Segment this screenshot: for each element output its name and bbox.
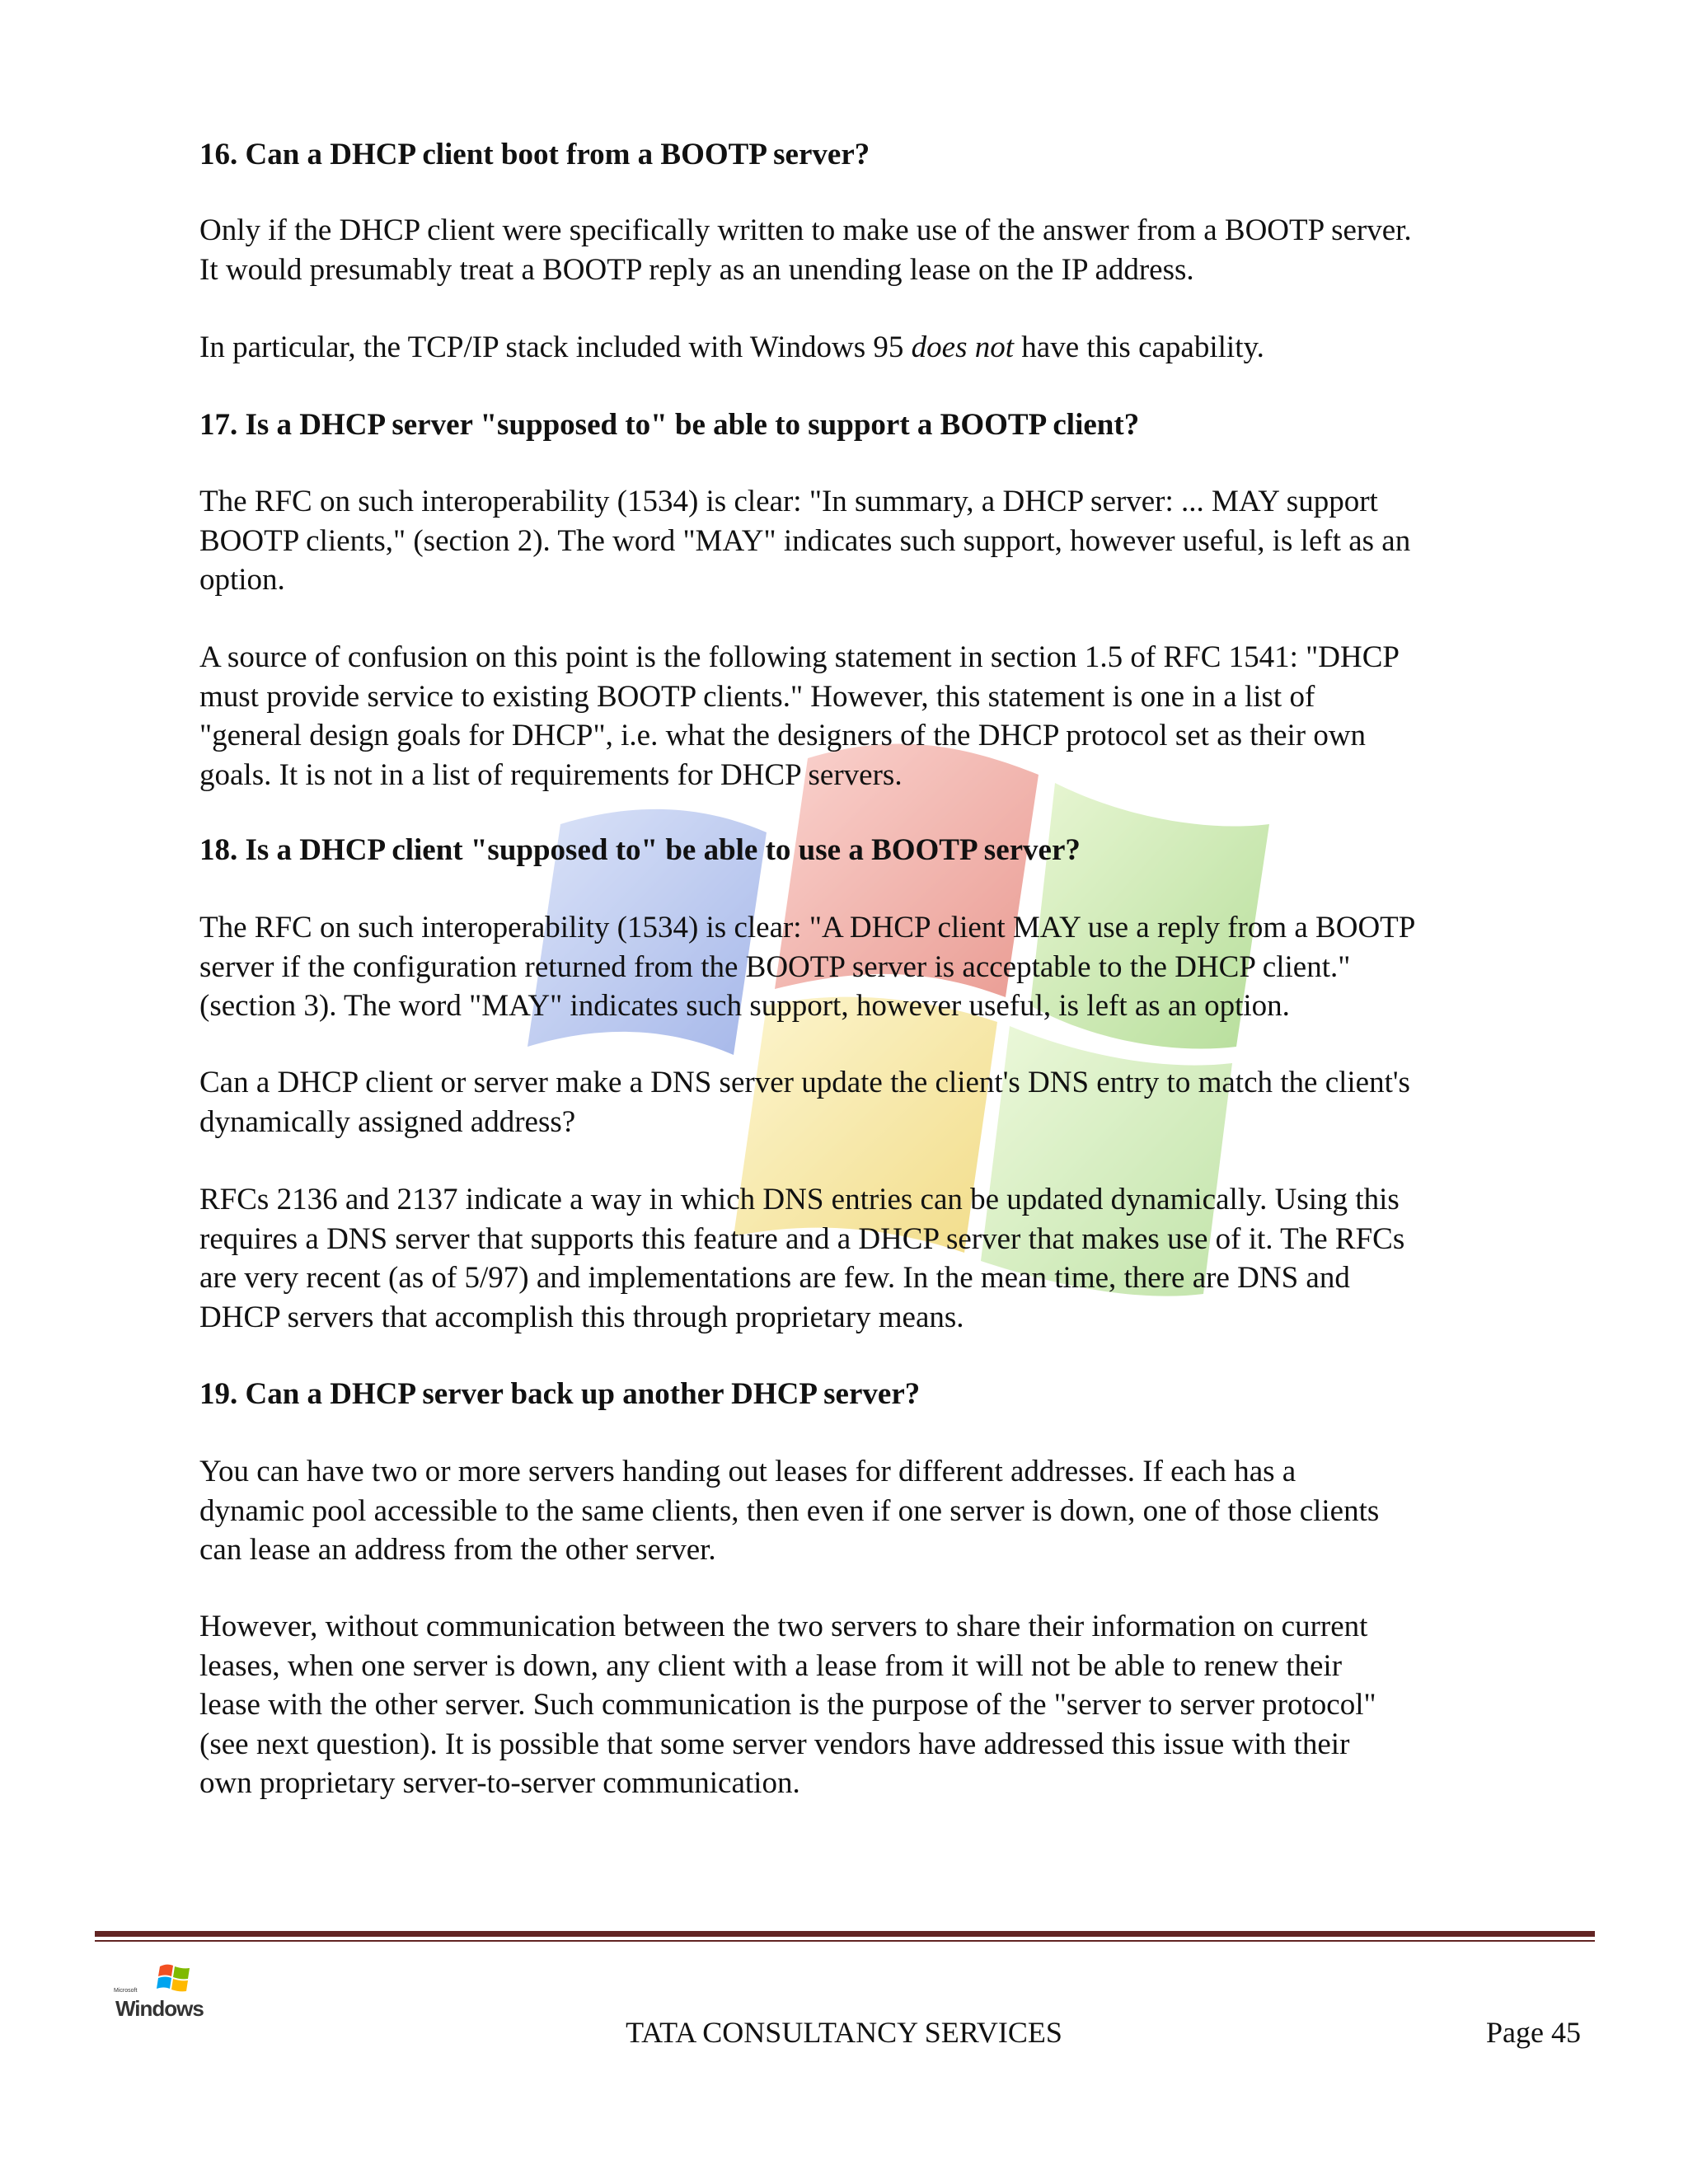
- text-line: BOOTP clients," (section 2). The word "MAY" indicates such support, however useful, is left as an: [199, 523, 1411, 558]
- answer-19-paragraph-1: [199, 1452, 1584, 1570]
- answer-19-paragraph-2: [199, 1607, 1584, 1803]
- text-line: option.: [199, 563, 285, 597]
- text-line: DHCP servers that accomplish this through proprietary means.: [199, 1300, 964, 1334]
- text-line: "general design goals for DHCP", i.e. what the designers of the DHCP protocol set as their own: [199, 719, 1367, 752]
- text-line: requires a DNS server that supports this feature and a DHCP server that makes use of it. The RFCs: [199, 1221, 1405, 1256]
- text-line: (section 3). The word "MAY" indicates such support, however useful, is left as an option.: [199, 989, 1290, 1023]
- answer-18-paragraph-3: [199, 1180, 1584, 1337]
- text-line: must provide service to existing BOOTP clients." However, this statement is one in a list of: [199, 679, 1315, 714]
- question-19-heading: 19. Can a DHCP server back up another DHCP server?: [199, 1377, 921, 1411]
- text-line: goals. It is not in a list of requirements for DHCP servers.: [199, 757, 903, 792]
- question-16-heading: 16. Can a DHCP client boot from a BOOTP server?: [199, 138, 870, 171]
- answer-17-paragraph-2: [199, 638, 1584, 794]
- text-line: dynamic pool accessible to the same clients, then even if one server is down, one of those clients: [199, 1493, 1380, 1528]
- text-line: own proprietary server-to-server communication.: [199, 1766, 800, 1800]
- text-line: dynamically assigned address?: [199, 1104, 576, 1139]
- text-line: The RFC on such interoperability (1534) is clear: "A DHCP client MAY use a reply from a BOOTP: [199, 911, 1416, 944]
- text-line: However, without communication between the two servers to share their information on current: [199, 1610, 1368, 1643]
- footer-divider-thick: [95, 1931, 1595, 1937]
- footer-company-name: TATA CONSULTANCY SERVICES: [626, 2016, 1062, 2049]
- text-line: The RFC on such interoperability (1534) is clear: "In summary, a DHCP server: ... MAY support: [199, 485, 1378, 518]
- question-18-heading: 18. Is a DHCP client "supposed to" be able to use a BOOTP server?: [199, 833, 1081, 867]
- footer-page-number: Page 45: [1486, 2016, 1581, 2049]
- windows-logo-icon: [157, 1960, 206, 1996]
- answer-18-paragraph-2: [199, 1063, 1584, 1141]
- text-line: (see next question). It is possible that some server vendors have addressed this issue with their: [199, 1727, 1350, 1761]
- text-run: In particular, the TCP/IP stack included with Windows 95: [199, 330, 912, 364]
- text-line: Only if the DHCP client were specifically written to make use of the answer from a BOOTP server.: [199, 213, 1412, 247]
- logo-microsoft-text: Microsoft: [114, 1988, 138, 1994]
- text-line: A source of confusion on this point is the following statement in section 1.5 of RFC 1541: "DHCP: [199, 640, 1400, 674]
- footer-divider-thin: [95, 1940, 1595, 1942]
- question-17-heading: 17. Is a DHCP server "supposed to" be able to support a BOOTP client?: [199, 408, 1140, 442]
- answer-16-paragraph-1: [199, 211, 1584, 289]
- text-line: are very recent (as of 5/97) and implementations are few. In the mean time, there are DNS and: [199, 1261, 1350, 1295]
- text-line: It would presumably treat a BOOTP reply as an unending lease on the IP address.: [199, 252, 1194, 287]
- text-line: leases, when one server is down, any client with a lease from it will not be able to renew their: [199, 1648, 1343, 1683]
- emphasis-text: does not: [911, 330, 1015, 364]
- text-line: Can a DHCP client or server make a DNS server update the client's DNS entry to match the client's: [199, 1066, 1410, 1099]
- answer-18-paragraph-1: [199, 908, 1584, 1026]
- text-run: have this capability.: [1014, 330, 1264, 364]
- text-line: server if the configuration returned from the BOOTP server is acceptable to the DHCP client.": [199, 949, 1351, 984]
- text-line: lease with the other server. Such communication is the purpose of the "server to server protocol": [199, 1688, 1376, 1722]
- logo-windows-text: Windows: [115, 1996, 204, 2021]
- answer-17-paragraph-1: [199, 482, 1584, 600]
- text-line: can lease an address from the other server.: [199, 1533, 716, 1567]
- text-line: You can have two or more servers handing out leases for different addresses. If each has a: [199, 1455, 1296, 1488]
- answer-16-paragraph-2: [199, 328, 1584, 368]
- text-line: RFCs 2136 and 2137 indicate a way in which DNS entries can be updated dynamically. Using this: [199, 1183, 1400, 1216]
